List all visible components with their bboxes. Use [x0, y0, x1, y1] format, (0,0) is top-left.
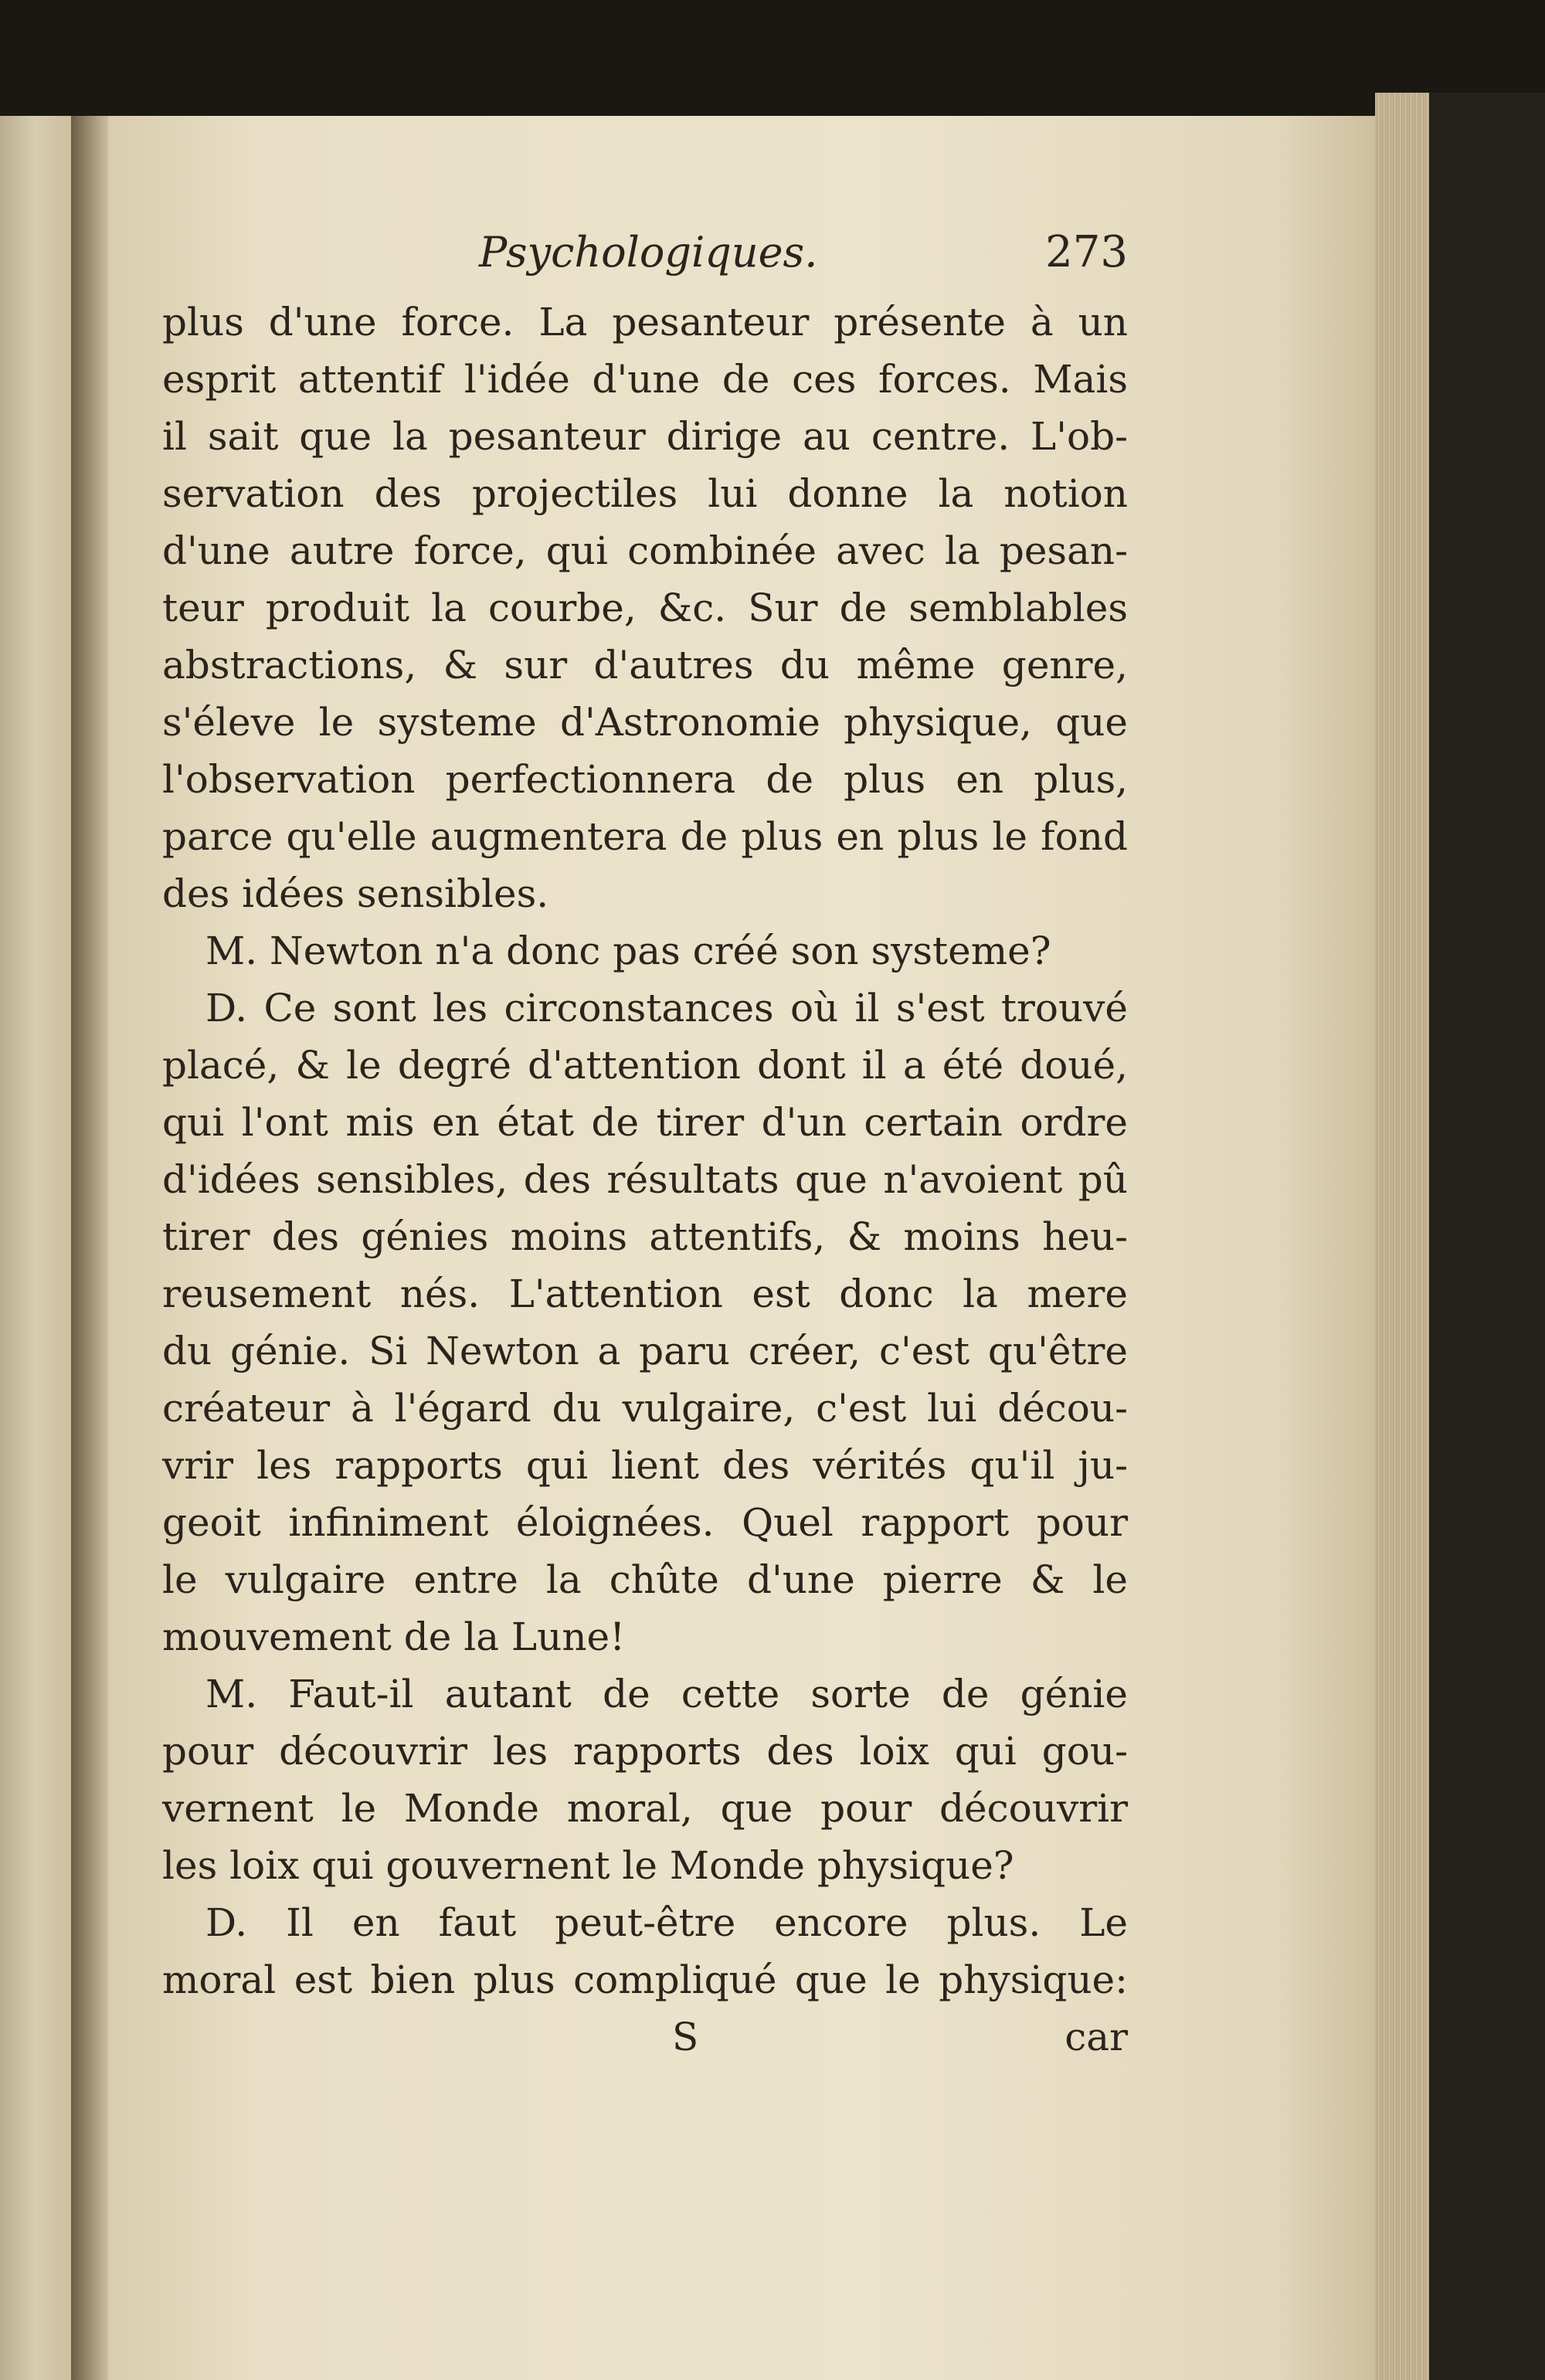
text-line: des idées sensibles. [162, 871, 549, 916]
text-line: pour découvrir les rapports des loix qui gou- [162, 1729, 1128, 1774]
paragraph [162, 1894, 1128, 2008]
text-line: moral est bien plus compliqué que le physique: [162, 1957, 1128, 2002]
text-line: il sait que la pesanteur dirige au centre. L'ob- [162, 414, 1128, 459]
text-line: vernent le Monde moral, que pour découvrir [162, 1786, 1128, 1831]
text-line: l'observation perfectionnera de plus en plus, [162, 757, 1128, 802]
paragraph [162, 922, 1128, 980]
text-line: reusement nés. L'attention est donc la mere [162, 1271, 1128, 1316]
book-board [1429, 93, 1545, 2380]
paragraph [162, 1665, 1128, 1894]
text-block [162, 209, 1128, 2066]
text-line: abstractions, & sur d'autres du même genre, [162, 643, 1128, 688]
left-page-edge [0, 116, 71, 2380]
text-line: d'idées sensibles, des résultats que n'avoient pû [162, 1157, 1128, 1202]
page-header [162, 209, 1128, 294]
text-line: esprit attentif l'idée d'une de ces forces. Mais [162, 357, 1128, 402]
text-line: M. Faut-il autant de cette sorte de génie [205, 1672, 1128, 1716]
page-number: 273 [1045, 227, 1128, 277]
paragraph [162, 294, 1128, 922]
text-line: plus d'une force. La pesanteur présente à un [162, 300, 1128, 345]
page-footer [162, 2008, 1128, 2066]
text-line: les loix qui gouvernent le Monde physique? [162, 1843, 1014, 1888]
text-line: du génie. Si Newton a paru créer, c'est qu'être [162, 1329, 1128, 1373]
text-line: créateur à l'égard du vulgaire, c'est lui décou- [162, 1386, 1128, 1431]
text-line: tirer des génies moins attentifs, & moins heu- [162, 1214, 1128, 1259]
gutter-shadow [71, 116, 110, 2380]
running-head: Psychologiques. [479, 228, 818, 277]
text-line: s'éleve le systeme d'Astronomie physique, que [162, 700, 1128, 745]
text-line: mouvement de la Lune! [162, 1614, 626, 1659]
fore-edge [1375, 93, 1429, 2380]
text-line: parce qu'elle augmentera de plus en plus le fond [162, 814, 1128, 859]
text-line: d'une autre force, qui combinée avec la pesan- [162, 528, 1128, 573]
text-line: D. Il en faut peut-être encore plus. Le [205, 1900, 1128, 1945]
text-line: placé, & le degré d'attention dont il a été doué, [162, 1043, 1128, 1088]
text-line: M. Newton n'a donc pas créé son systeme? [205, 929, 1051, 973]
text-line: geoit infiniment éloignées. Quel rapport pour [162, 1500, 1128, 1545]
text-line: servation des projectiles lui donne la notion [162, 471, 1128, 516]
text-line: teur produit la courbe, &c. Sur de semblables [162, 586, 1128, 630]
text-line: D. Ce sont les circonstances où il s'est trouvé [205, 986, 1128, 1030]
signature-mark: S [672, 2015, 699, 2059]
catchword: car [1065, 2015, 1128, 2059]
text-line: vrir les rapports qui lient des vérités qu'il ju- [162, 1443, 1128, 1488]
text-line: le vulgaire entre la chûte d'une pierre & le [162, 1557, 1128, 1602]
paragraph [162, 980, 1128, 1665]
text-line: qui l'ont mis en état de tirer d'un certain ordre [162, 1100, 1128, 1145]
